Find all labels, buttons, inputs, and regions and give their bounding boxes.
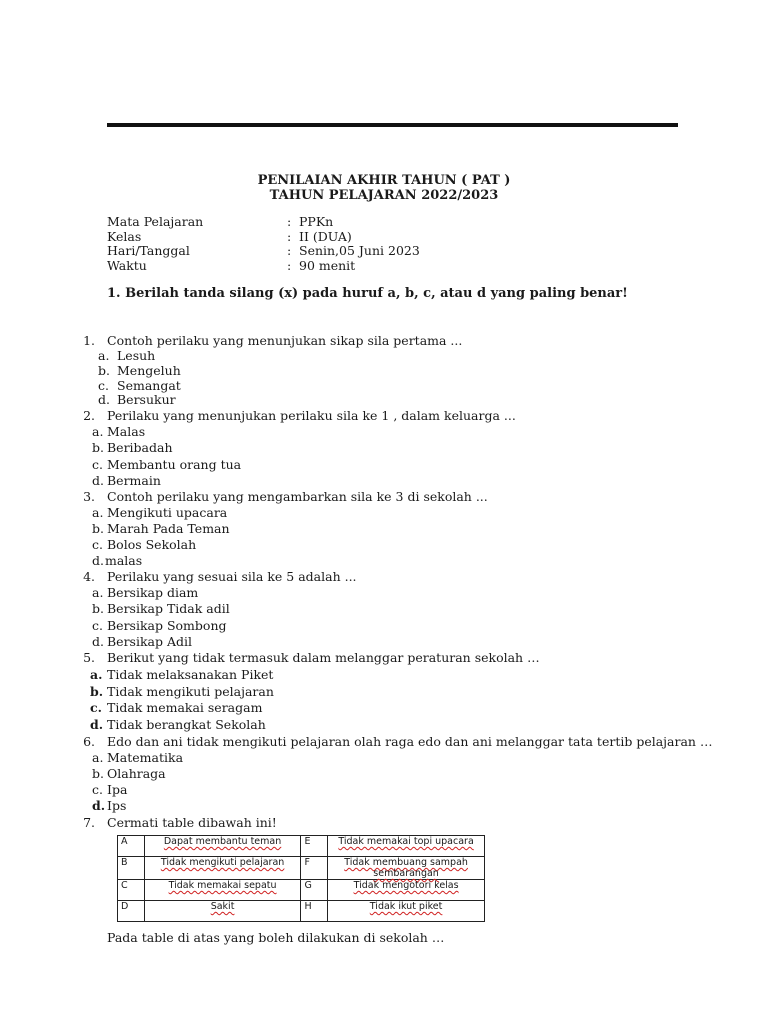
- table-key: A: [118, 836, 145, 857]
- option-text: Mengeluh: [117, 363, 181, 378]
- info-colon: :: [287, 214, 292, 229]
- option-text: Lesuh: [117, 348, 156, 363]
- academic-year: TAHUN PELAJARAN 2022/2023: [269, 188, 499, 203]
- info-label-date: Hari/Tanggal: [107, 243, 190, 258]
- question-number: 6.: [83, 734, 95, 749]
- option-label: c.: [92, 537, 103, 552]
- option-label: d.: [92, 634, 104, 649]
- question-number: 5.: [83, 650, 95, 665]
- question-7-followup: Pada table di atas yang boleh dilakukan di sekolah …: [107, 930, 445, 945]
- option-label: d.: [92, 473, 104, 488]
- table-value: Sakit: [144, 901, 301, 922]
- question-text: Perilaku yang sesuai sila ke 5 adalah ...: [107, 569, 357, 584]
- info-value-time: 90 menit: [299, 258, 356, 273]
- table-key: E: [301, 836, 328, 857]
- option-label: d.: [98, 392, 110, 407]
- option-text: malas: [105, 553, 143, 568]
- info-colon: :: [287, 243, 292, 258]
- info-value-subject: PPKn: [299, 214, 334, 229]
- option-label: d.: [92, 798, 106, 813]
- table-key: F: [301, 857, 328, 880]
- info-value-date: Senin,05 Juni 2023: [299, 243, 420, 258]
- table-row: [118, 857, 485, 880]
- table-key: B: [118, 857, 145, 880]
- table-value: Dapat membantu teman: [144, 836, 301, 857]
- option-text: Bersikap Adil: [107, 634, 192, 649]
- question-text: Edo dan ani tidak mengikuti pelajaran olah raga edo dan ani melanggar tata tertib pelajaran …: [107, 734, 713, 749]
- option-text: Malas: [107, 424, 146, 439]
- option-text: Bersikap Tidak adil: [107, 601, 230, 616]
- option-text: Bersikap diam: [107, 585, 199, 600]
- info-label-class: Kelas: [107, 229, 142, 244]
- table-row: [118, 836, 485, 857]
- option-text: Bersukur: [117, 392, 176, 407]
- table-key: G: [301, 880, 328, 901]
- option-text: Bolos Sekolah: [107, 537, 197, 552]
- option-label: b.: [90, 684, 104, 699]
- option-text: Beribadah: [107, 440, 173, 455]
- option-label: a.: [92, 424, 104, 439]
- option-label: d.: [92, 553, 104, 568]
- option-label: d.: [90, 717, 104, 732]
- option-label: b.: [98, 363, 110, 378]
- table-value: Tidak ikut piket: [328, 901, 485, 922]
- option-text: Semangat: [117, 378, 181, 393]
- option-label: c.: [92, 457, 103, 472]
- option-label: c.: [92, 618, 103, 633]
- option-text: Tidak memakai seragam: [107, 700, 263, 715]
- option-text: Matematika: [107, 750, 184, 765]
- info-label-time: Waktu: [107, 258, 147, 273]
- option-text: Tidak berangkat Sekolah: [107, 717, 266, 732]
- table-key: C: [118, 880, 145, 901]
- table-value: Tidak mengikuti pelajaran: [144, 857, 301, 880]
- question-number: 7.: [83, 815, 95, 830]
- exam-title: PENILAIAN AKHIR TAHUN ( PAT ): [257, 173, 511, 188]
- option-text: Olahraga: [107, 766, 166, 781]
- table-value: Tidak memakai topi upacara: [328, 836, 485, 857]
- table-key: H: [301, 901, 328, 922]
- table-key: D: [118, 901, 145, 922]
- question-number: 3.: [83, 489, 95, 504]
- option-label: b.: [92, 440, 104, 455]
- table-value: Tidak membuang sampah sembarangan: [328, 857, 485, 880]
- question-text: Contoh perilaku yang menunjukan sikap sila pertama ...: [107, 333, 463, 348]
- option-text: Tidak melaksanakan Piket: [107, 667, 274, 682]
- option-text: Bersikap Sombong: [107, 618, 227, 633]
- info-label-subject: Mata Pelajaran: [107, 214, 204, 229]
- option-text: Tidak mengikuti pelajaran: [107, 684, 274, 699]
- question-text: Perilaku yang menunjukan perilaku sila ke 1 , dalam keluarga ...: [107, 408, 516, 423]
- question-number: 2.: [83, 408, 95, 423]
- table-row: [118, 880, 485, 901]
- question-number: 4.: [83, 569, 95, 584]
- info-colon: :: [287, 229, 292, 244]
- option-label: a.: [90, 667, 103, 682]
- option-label: a.: [92, 505, 104, 520]
- option-label: a.: [98, 348, 110, 363]
- question-text: Berikut yang tidak termasuk dalam melanggar peraturan sekolah …: [107, 650, 540, 665]
- option-label: b.: [92, 766, 104, 781]
- question-number: 1.: [83, 333, 95, 348]
- info-colon: :: [287, 258, 292, 273]
- option-label: a.: [92, 750, 104, 765]
- option-text: Ipa: [107, 782, 128, 797]
- option-text: Bermain: [107, 473, 161, 488]
- top-rule: [107, 123, 678, 127]
- option-label: c.: [92, 782, 103, 797]
- option-label: a.: [92, 585, 104, 600]
- table-value: Tidak memakai sepatu: [144, 880, 301, 901]
- question-text: Cermati table dibawah ini!: [107, 815, 277, 830]
- option-label: c.: [90, 700, 102, 715]
- table-value: Tidak mengotori kelas: [328, 880, 485, 901]
- option-label: b.: [92, 601, 104, 616]
- question-text: Contoh perilaku yang mengambarkan sila ke 3 di sekolah ...: [107, 489, 488, 504]
- option-text: Mengikuti upacara: [107, 505, 228, 520]
- behavior-table: [117, 835, 485, 922]
- table-row: [118, 901, 485, 922]
- option-label: c.: [98, 378, 109, 393]
- info-value-class: II (DUA): [299, 229, 352, 244]
- option-text: Marah Pada Teman: [107, 521, 230, 536]
- instruction: 1. Berilah tanda silang (x) pada huruf a, b, c, atau d yang paling benar!: [107, 286, 628, 301]
- option-text: Ips: [107, 798, 127, 813]
- option-text: Membantu orang tua: [107, 457, 242, 472]
- option-label: b.: [92, 521, 104, 536]
